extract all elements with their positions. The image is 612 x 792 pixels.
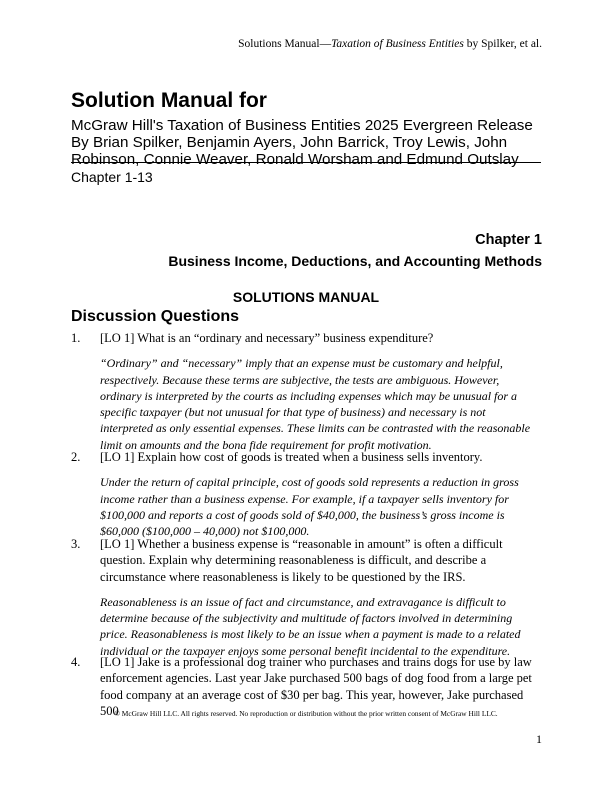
document-title: Solution Manual for: [71, 89, 267, 112]
question-item: [71, 449, 541, 539]
question-text: [LO 1] Jake is a professional dog trainer who purchases and trains dogs for use by law enforcement agencies. Last year Jake purchased 500 bags of dog food from a large pet food company at an average cost of $30 per bag. This year, however, Jake purchased 500: [100, 655, 532, 718]
running-header: [238, 38, 542, 50]
running-header-suffix: by Spilker, et al.: [463, 38, 542, 50]
question-number: 3.: [71, 537, 81, 551]
chapter-range: Chapter 1-13: [71, 169, 153, 185]
copyright-footer: © McGraw Hill LLC. All rights reserved. No reproduction or distribution without the prior written consent of McGraw Hill LLC.: [114, 709, 498, 718]
question-number: 1.: [71, 331, 81, 345]
section-heading: Discussion Questions: [71, 308, 240, 325]
title-divider: [71, 162, 541, 163]
question-text: [LO 1] Whether a business expense is “reasonable in amount” is often a difficult question. Explain why determining reasonableness is difficult, and describe a circumstance where reasonableness is likely to be questioned by the IRS.: [100, 537, 503, 584]
running-header-book-title: Taxation of Business Entities: [331, 38, 464, 50]
answer-text: “Ordinary” and “necessary” imply that an expense must be customary and helpful, respectively. Because these terms are subjective, the tests are ambiguous. However, ordinary is interpreted by the courts as including expenses which may be unusual for a specific taxpayer (but not unusual for that type of business) and necessary is not interpreted as only essential expenses. These limits can be contrasted with the reasonable limit on amounts and the bona fide requirement for profit motivation.: [100, 356, 531, 452]
question-number: 4.: [71, 655, 81, 669]
page-number: 1: [536, 732, 542, 746]
question-number: 2.: [71, 450, 81, 464]
answer-text: Under the return of capital principle, cost of goods sold represents a reduction in gross income rather than a business expense. For example, if a taxpayer sells inventory for $100,000 and reports a cost of goods sold of $40,000, the business’s gross income is $60,000 ($100,000 – 40,000) not $100,000.: [100, 475, 519, 539]
question-text: [LO 1] Explain how cost of goods is treated when a business sells inventory.: [100, 450, 483, 464]
solutions-manual-heading: SOLUTIONS MANUAL: [232, 289, 380, 305]
running-header-prefix: Solutions Manual—: [238, 38, 332, 50]
question-item: [71, 330, 541, 453]
chapter-number: Chapter 1: [475, 232, 542, 248]
answer-text: Reasonableness is an issue of fact and circumstance, and extravagance is difficult to determine because of the subjectivity and multitude of factors involved in determining price. Reasonableness is most likely to be an issue when a payment is made to a related individual or the taxpayer enjoys some personal benefit incidental to the expenditure.: [100, 594, 521, 658]
title-block: [71, 88, 541, 168]
question-item: [71, 536, 541, 659]
document-subtitle: McGraw Hill's Taxation of Business Entities 2025 Evergreen Release By Brian Spilker, Benjamin Ayers, John Barrick, Troy Lewis, John Robinson, Connie Weaver, Ronald Worsham and Edmund Outslay: [71, 117, 533, 168]
question-text: [LO 1] What is an “ordinary and necessary” business expenditure?: [100, 331, 434, 345]
chapter-title: Business Income, Deductions, and Accounting Methods: [168, 253, 542, 269]
